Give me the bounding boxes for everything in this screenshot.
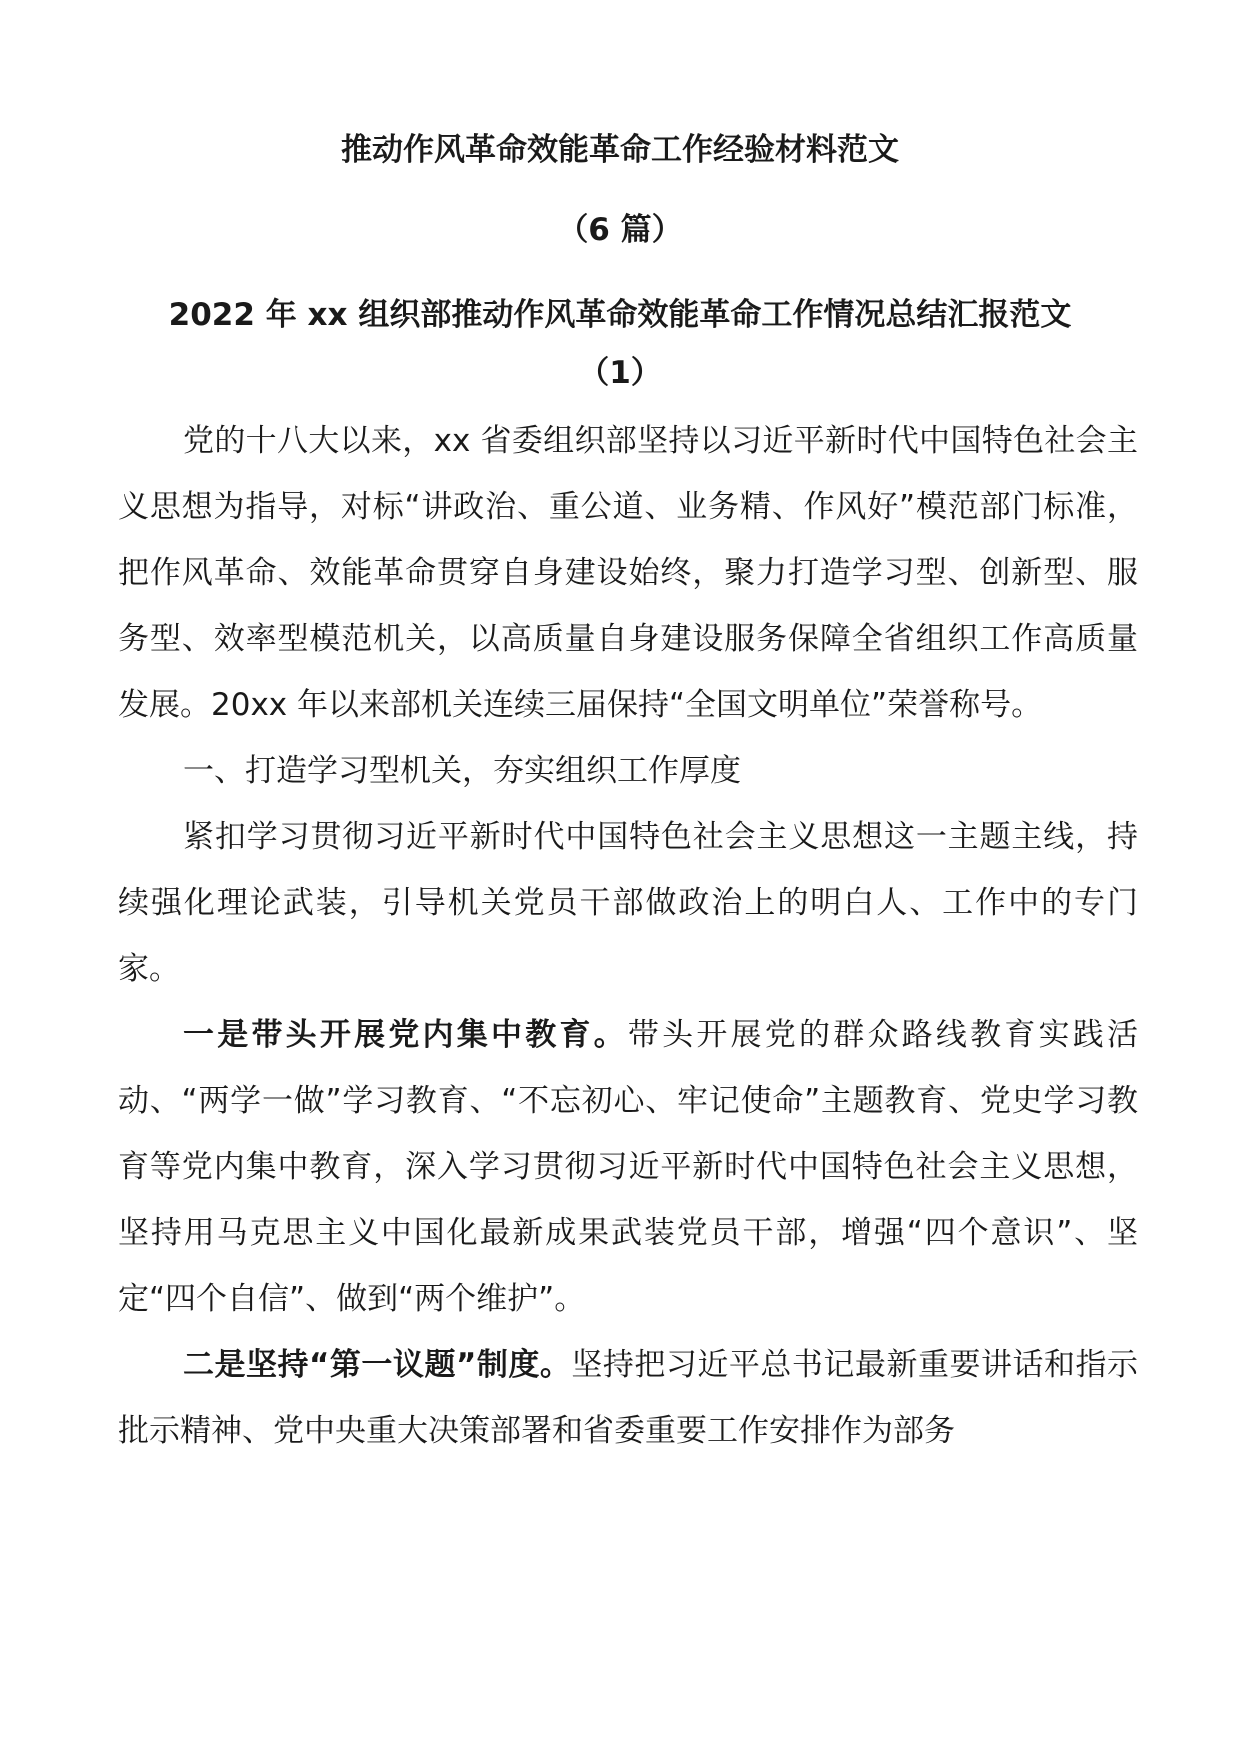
item-1-text: 带头开展党的群众路线教育实践活动、“两学一做”学习教育、“不忘初心、牢记使命”主题教育、党史学习教育等党内集中教育，深入学习贯彻习近平新时代中国特色社会主义思想，坚持用马克思主义中国化最新成果武装党员干部，增强“四个意识”、坚定“四个自信”、做到“两个维护”。 bbox=[118, 1017, 1139, 1317]
paragraph-section-1: 紧扣学习贯彻习近平新时代中国特色社会主义思想这一主题主线，持续强化理论武装，引导机关党员干部做政治上的明白人、工作中的专门家。 bbox=[118, 819, 1138, 987]
document-title-count: （6 篇） bbox=[557, 212, 683, 248]
document-body bbox=[118, 408, 1138, 1464]
heading-section-1: 一、打造学习型机关，夯实组织工作厚度 bbox=[183, 753, 741, 789]
section-title-number: （1） bbox=[578, 355, 662, 391]
paragraph-item-2 bbox=[118, 1332, 1138, 1464]
item-2-lead: 二是坚持“第一议题”制度。 bbox=[183, 1347, 572, 1383]
document-title: 推动作风革命效能革命工作经验材料范文 bbox=[341, 132, 899, 168]
item-1-lead: 一是带头开展党内集中教育。 bbox=[183, 1017, 628, 1053]
item-2-text: 坚持把习近平总书记最新重要讲话和指示批示精神、党中央重大决策部署和省委重要工作安排作为部务 bbox=[118, 1347, 1138, 1449]
paragraph-item-1 bbox=[118, 1002, 1138, 1332]
paragraph-intro: 党的十八大以来，xx 省委组织部坚持以习近平新时代中国特色社会主义思想为指导，对标“讲政治、重公道、业务精、作风好”模范部门标准，把作风革命、效能革命贯穿自身建设始终，聚力打造学习型、创新型、服务型、效率型模范机关，以高质量自身建设服务保障全省组织工作高质量发展。20xx 年以来部机关连续三届保持“全国文明单位”荣誉称号。 bbox=[118, 423, 1138, 723]
section-title: 2022 年 xx 组织部推动作风革命效能革命工作情况总结汇报范文 bbox=[168, 297, 1072, 333]
